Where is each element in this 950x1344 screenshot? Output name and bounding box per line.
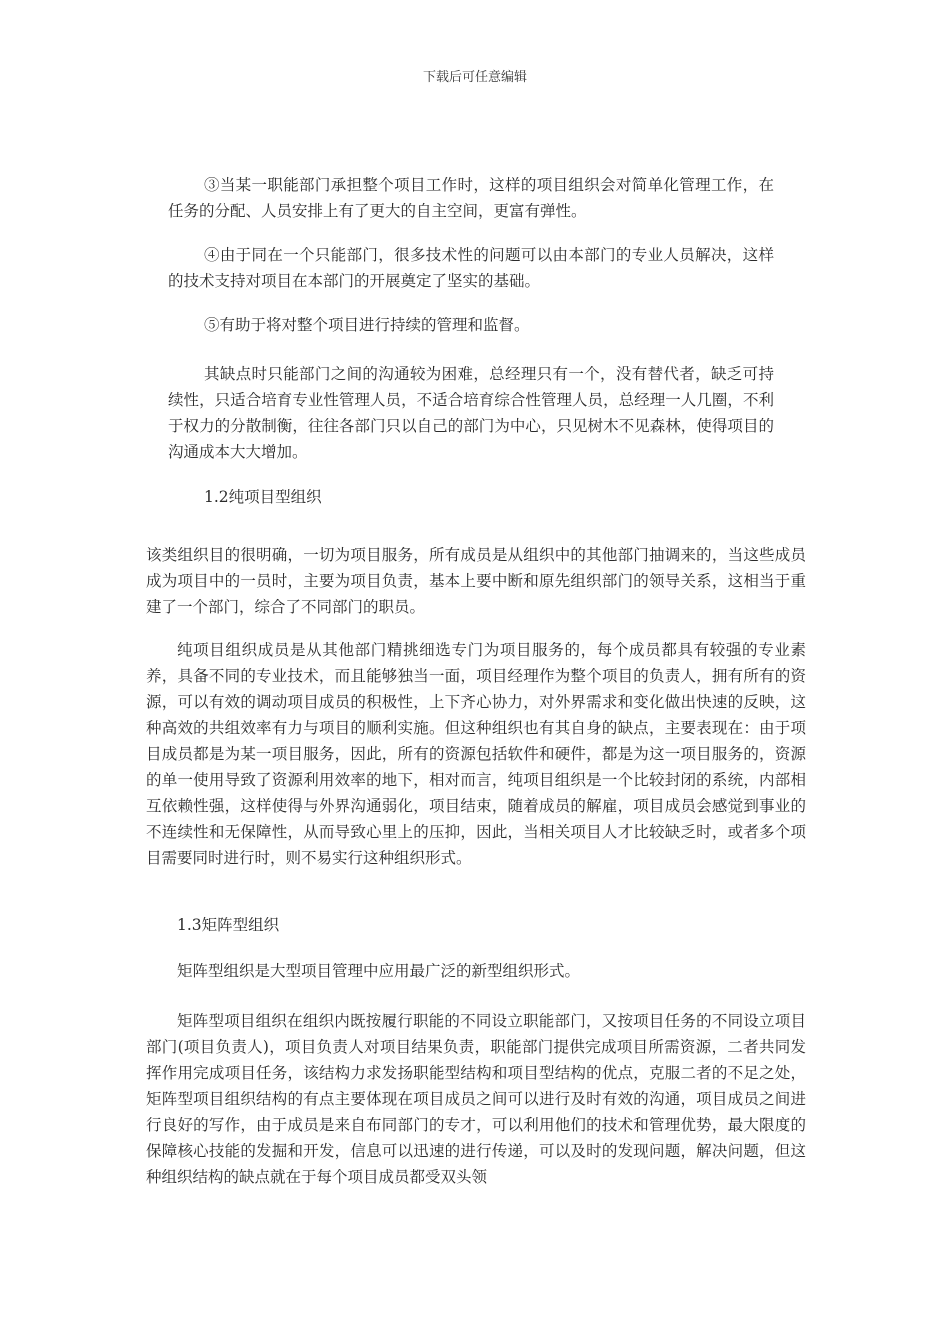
section-heading-1-3: 1.3矩阵型组织	[177, 916, 280, 934]
paragraph-pure-project-detail: 纯项目组织成员是从其他部门精挑细选专门为项目服务的，每个成员都具有较强的专业素养，具备不同的专业技术，而且能够独当一面，项目经理作为整个项目的负责人，拥有所有的资源，可以有效的调动项目成员的积极性，上下齐心协力，对外界需求和变化做出快速的反映，这种高效的共组效率有力与项目的顺利实施。但这种组织也有其自身的缺点，主要表现在：由于项目成员都是为某一项目服务，因此，所有的资源包括软件和硬件，都是为这一项目服务的，资源的单一使用导致了资源利用效率的地下，相对而言，纯项目组织是一个比较封闭的系统，内部相互依赖性强，这样使得与外界沟通弱化，项目结束，随着成员的解雇，项目成员会感觉到事业的不连续性和无保障性，从而导致心里上的压抑，因此，当相关项目人才比较缺乏时，或者多个项目需要同时进行时，则不易实行这种组织形式。	[146, 641, 806, 867]
paragraph-point-3: ③当某一职能部门承担整个项目工作时，这样的项目组织会对简单化管理工作，在任务的分配、人员安排上有了更大的自主空间，更富有弹性。	[168, 176, 774, 220]
paragraph-disadvantages: 其缺点时只能部门之间的沟通较为困难，总经理只有一个，没有替代者，缺乏可持续性，只适合培育专业性管理人员，不适合培育综合性管理人员，总经理一人几圈，不利于权力的分散制衡，往往各部门只以自己的部门为中心，只见树木不见森林，使得项目的沟通成本大大增加。	[168, 365, 774, 461]
page-header-note: 下载后可任意编辑	[422, 70, 527, 85]
paragraph-point-5: ⑤有助于将对整个项目进行持续的管理和监督。	[204, 316, 530, 334]
section-heading-1-2: 1.2纯项目型组织	[204, 488, 322, 506]
paragraph-pure-project-intro: 该类组织目的很明确，一切为项目服务，所有成员是从组织中的其他部门抽调来的，当这些成员成为项目中的一员时，主要为项目负责，基本上要中断和原先组织部门的领导关系，这相当于重建了一个部门，综合了不同部门的职员。	[146, 546, 806, 616]
paragraph-matrix-intro: 矩阵型组织是大型项目管理中应用最广泛的新型组织形式。	[177, 962, 581, 980]
paragraph-matrix-detail: 矩阵型项目组织在组织内既按履行职能的不同设立职能部门，又按项目任务的不同设立项目部门(项目负责人)，项目负责人对项目结果负责，职能部门提供完成项目所需资源，二者共同发挥作用完成项目任务，该结构力求发扬职能型结构和项目型结构的优点，克服二者的不足之处，矩阵型项目组织结构的有点主要体现在项目成员之间可以进行及时有效的沟通，项目成员之间进行良好的写作，由于成员是来自布同部门的专才，可以利用他们的技术和管理优势，最大限度的保障核心技能的发掘和开发，信息可以迅速的进行传递，可以及时的发现问题，解决问题，但这种组织结构的缺点就在于每个项目成员都受双头领	[146, 1012, 806, 1186]
paragraph-point-4: ④由于同在一个只能部门，很多技术性的问题可以由本部门的专业人员解决，这样的技术支持对项目在本部门的开展奠定了坚实的基础。	[168, 246, 774, 290]
